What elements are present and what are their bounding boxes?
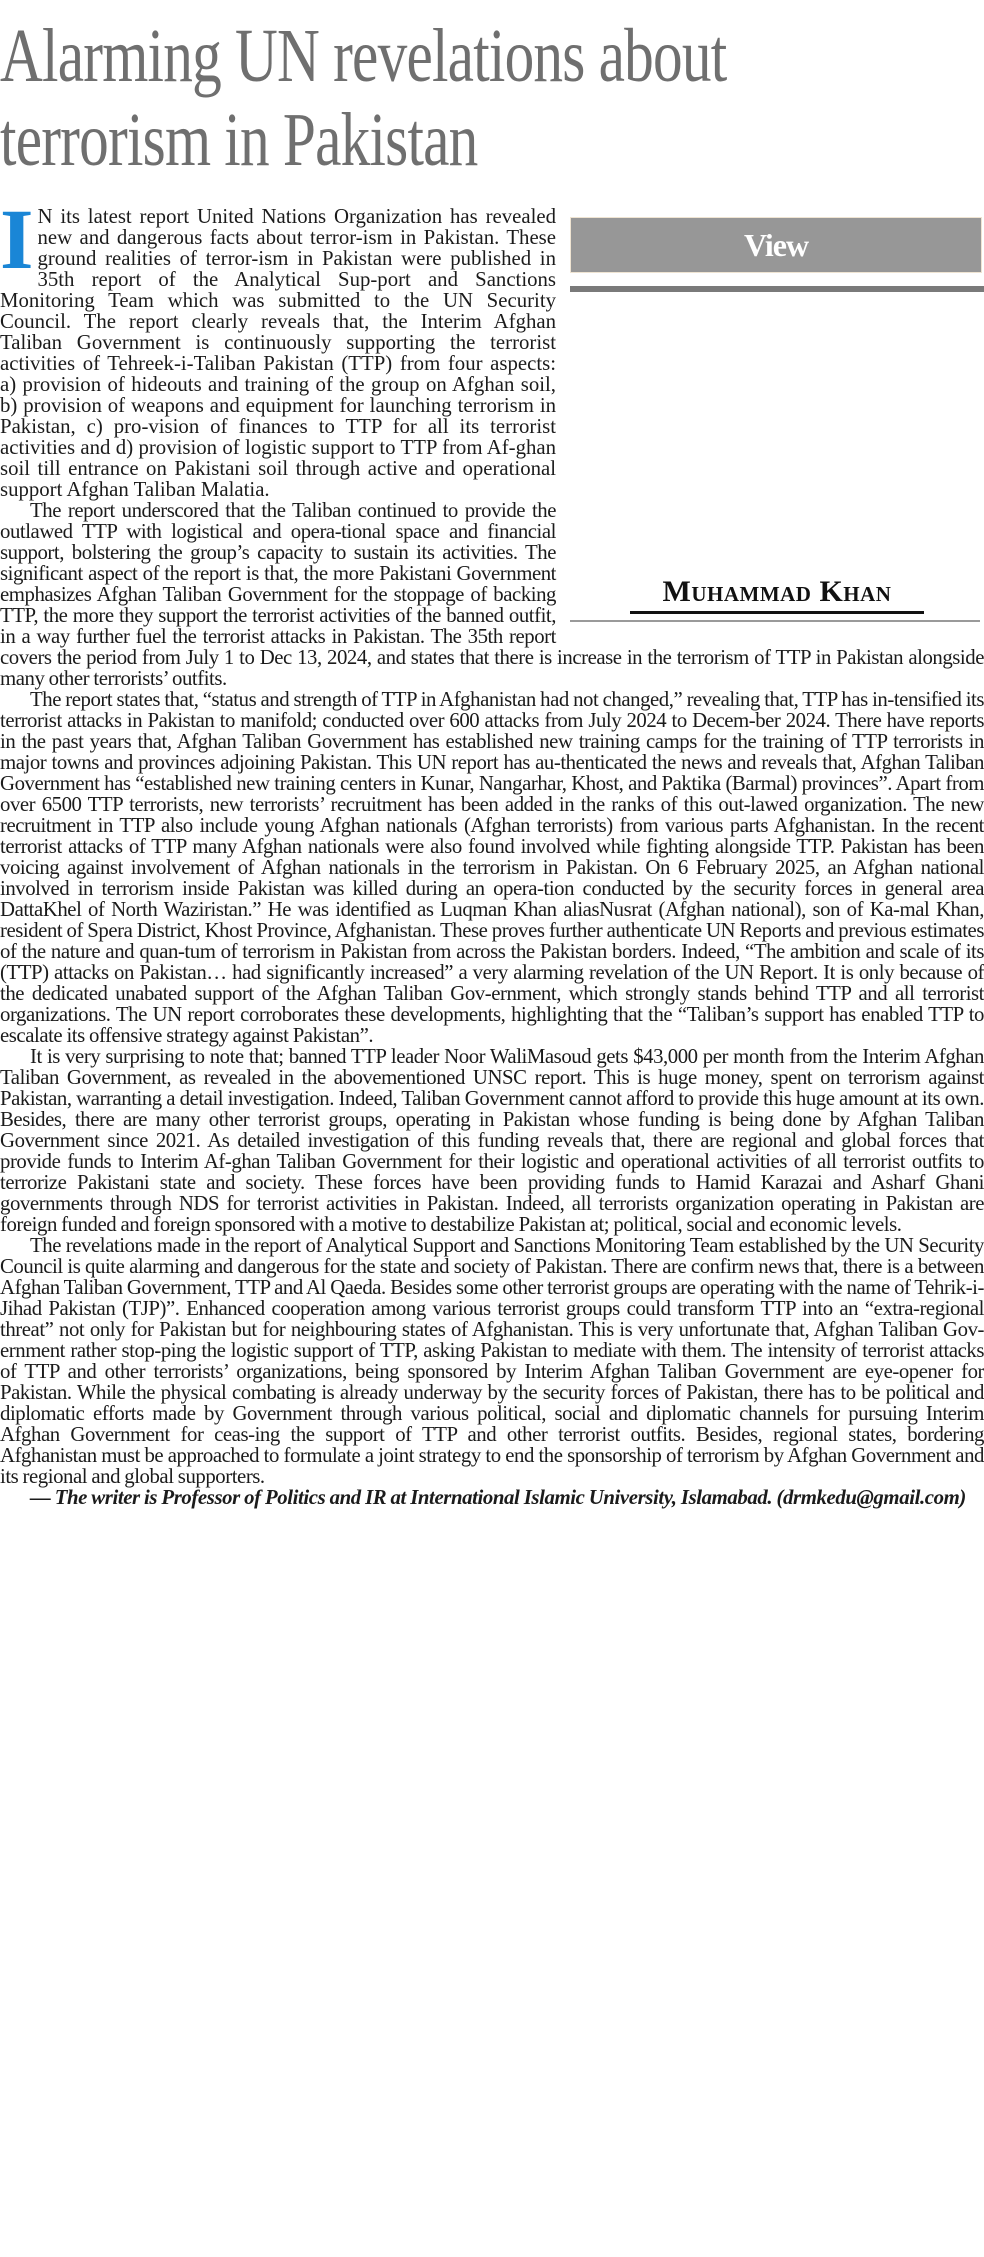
view-sidebar (570, 206, 984, 624)
article-headline (0, 14, 768, 182)
section-label-box (570, 217, 982, 273)
paragraph-text: N its latest report United Nations Organization has revealed new and dangerous facts about terror-ism in Pakistan. These ground realities of terror-ism in Pakistan were published in 35th report of the Analytical Sup-port and Sanctions Monitoring Team which was submitted to the UN Security Council. The report clearly reveals that, the Interim Afghan Taliban Government is continuously supporting the terrorist activities of Tehreek-i-Taliban Pakistan (TTP) from four aspects: a) provision of hideouts and training of the group on Afghan soil, b) provision of weapons and equipment for launching terrorism in Pakistan, c) pro-vision of finances to TTP for all its terrorist activities and d) provision of logistic support to TTP from Af-ghan soil till entrance on Pakistani soil through active and operational support Afghan Taliban Malatia. (0, 205, 556, 501)
author-name: Muhammad Khan (630, 574, 924, 614)
headline-line-1: Alarming UN revelations about (0, 14, 727, 98)
author-footer-note: — The writer is Professor of Politics and IR at International Islamic University, Islamabad. (drmkedu@gmail.com) (30, 1486, 966, 1509)
article-body (0, 191, 984, 1509)
paragraph-3: The report states that, “status and strength of TTP in Afghanistan had not changed,” revealing that, TTP has in-tensified its terrorist attacks in Pakistan to manifold; conducted over 600 attacks from July 2024 to Decem-ber 2024. There have reports in the past years that, Afghan Taliban Government has established new training camps for the training of TTP terrorists in major towns and provinces adjoining Pakistan. This UN report has au-thenticated the news and reveals that, Afghan Taliban Government has “established new training centers in Kunar, Nangarhar, Khost, and Paktika (Barmal) provinces”. Apart from over 6500 TTP terrorists, new terrorists’ recruitment has been added in the ranks of this out-lawed organization. The new recruitment in TTP also include young Afghan nationals (Afghan terrorists) from various parts Afghanistan. In the recent terrorist attacks of TTP many Afghan nationals were also found involved while fighting alongside TTP. Pakistan has been voicing against involvement of Afghan nationals in the terrorism in Pakistan. On 6 February 2025, an Afghan national involved in terrorism inside Pakistan was killed during an opera-tion conducted by the security forces in general area DattaKhel of North Waziristan.” He was identified as Luqman Khan aliasNusrat (Afghan national), son of Ka-mal Khan, resident of Spera District, Khost Province, Afghanistan. These proves further authenticate UN Reports and previous estimates of the nature and quan-tum of terrorism in Pakistan from across the Pakistan borders. Indeed, “The ambition and scale of its (TTP) attacks on Pakistan… had significantly increased” a very alarming revelation of the UN Report. It is only because of the dedicated unabated support of the Afghan Taliban Gov-ernment, which strongly stands behind TTP and all terrorist organizations. The UN report corroborates these developments, highlighting that the “Taliban’s support has enabled TTP to escalate its offensive strategy against Pakistan”. (0, 688, 984, 1047)
paragraph-2: The report underscored that the Taliban continued to provide the outlawed TTP with logistical and opera-tional space and financial support, bolstering the group’s capacity to sustain its activities. The significant aspect of the report is that, the more Pakistani Government emphasizes Afghan Taliban Government for the stoppage of backing TTP, the more they support the terrorist activities of the banned outfit, in a way further fuel the terrorist attacks in Pakistan. The 35th report covers the period from July 1 to Dec 13, 2024, and states that there is increase in the terrorism of TTP in Pakistan alongside many other terrorists’ outfits. (0, 499, 984, 690)
paragraph-4: It is very surprising to note that; banned TTP leader Noor WaliMasoud gets $43,000 per month from the Interim Afghan Taliban Government, as revealed in the abovementioned UNSC report. This is huge money, spent on terrorism against Pakistan, warranting a detail investigation. Indeed, Taliban Government cannot afford to provide this huge amount at its own. Besides, there are many other terrorist groups, operating in Pakistan whose funding is being done by Afghan Taliban Government since 2021. As detailed investigation of this funding reveals that, there are regional and global forces that provide funds to Interim Af-ghan Taliban Government for their logistic and operational activities of all terrorist outfits to terrorize Pakistani state and society. These forces have been providing funds to Hamid Karazai and Asharf Ghani governments through NDS for terrorist activities in Pakistan. Indeed, all terrorists organization operating in Pakistan are foreign funded and foreign sponsored with a motive to destabilize Pakistan at; political, social and economic levels. (0, 1045, 984, 1236)
drop-cap: I (0, 191, 34, 287)
paragraph-5: The revelations made in the report of Analytical Support and Sanctions Monitoring Team established by the UN Security Council is quite alarming and dangerous for the state and society of Pakistan. There are confirm news that, there is a between Afghan Taliban Government, TTP and Al Qaeda. Besides some other terrorist groups are operating with the name of Tehrik-i-Jihad Pakistan (TJP)”. Enhanced cooperation among various terrorist groups could transform TTP into an “extra-regional threat” not only for Pakistan but for neighbouring states of Afghanistan. This is very unfortunate that, Afghan Taliban Gov-ernment rather stop-ping the logistic support of TTP, asking Pakistan to mediate with them. The intensity of terrorist attacks of TTP and other terrorists’ organizations, being sponsored by Interim Afghan Taliban Government are eye-opener for Pakistan. While the physical combating is already underway by the security forces of Pakistan, there has to be political and diplomatic efforts made by Government through various political, social and diplomatic channels for pursuing Interim Afghan Government for ceas-ing the support of TTP and other terrorist outfits. Besides, regional states, bordering Afghanistan must be approached to formulate a joint strategy to end the sponsorship of terrorism by Afghan Government and its regional and global supporters. (0, 1234, 984, 1488)
section-label: View (743, 226, 809, 263)
divider (570, 286, 984, 292)
headline-line-2: terrorism in Pakistan (0, 98, 478, 182)
divider (570, 620, 980, 622)
author-portrait (670, 302, 890, 542)
